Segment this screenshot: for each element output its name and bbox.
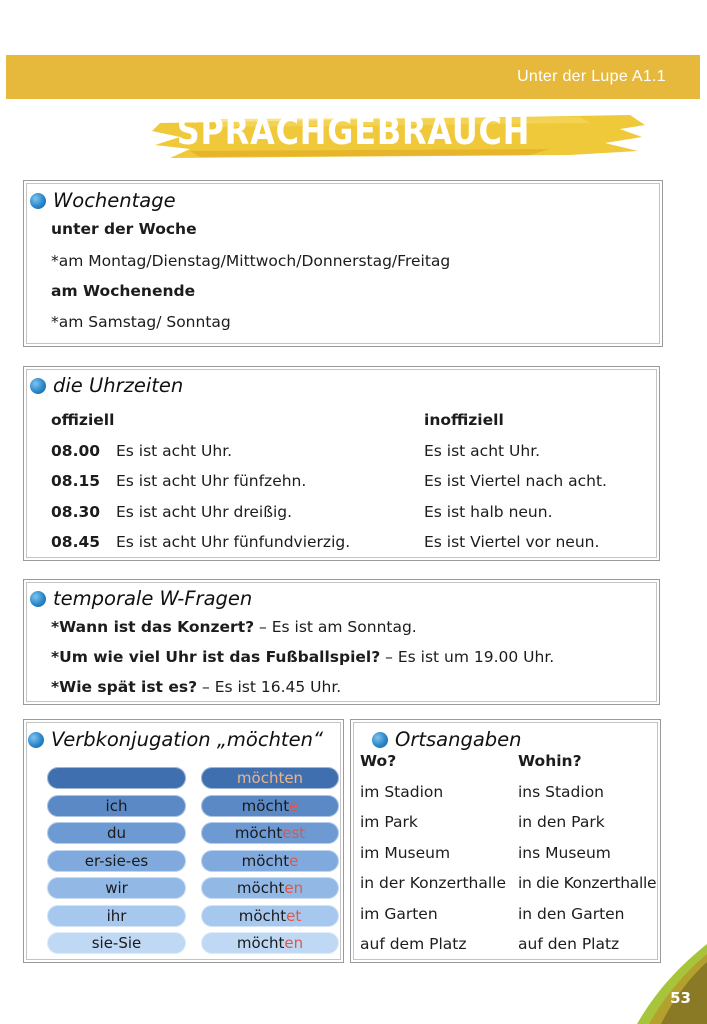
wohin-cell: in den Park — [518, 813, 605, 831]
verb-form-pill: möchtet — [201, 905, 339, 927]
wohin-cell: in den Garten — [518, 905, 625, 923]
verb-heading: Verbkonjugation „möchten“ — [28, 728, 323, 751]
verb-form-pill: möchten — [201, 932, 339, 954]
pronoun-pill — [47, 767, 186, 789]
page-corner-graphic — [627, 944, 707, 1024]
time-value: 08.30 — [51, 503, 101, 521]
wochentage-heading: Wochentage — [30, 189, 176, 212]
time-unofficial: Es ist Viertel vor neun. — [424, 533, 600, 551]
wohin-cell: in die Konzerthalle — [518, 874, 657, 892]
wo-cell: im Garten — [360, 905, 438, 923]
pronoun-pill: ihr — [47, 905, 186, 927]
wochentage-line: *am Montag/Dienstag/Mittwoch/Donnerstag/Freitag — [51, 252, 451, 270]
series-title: Unter der Lupe A1.1 — [517, 68, 666, 85]
wfragen-heading: temporale W-Fragen — [30, 587, 252, 610]
wohin-cell: ins Museum — [518, 844, 611, 862]
wo-cell: im Stadion — [360, 783, 444, 801]
pronoun-pill: wir — [47, 877, 186, 899]
wochentage-line: am Wochenende — [51, 282, 196, 300]
orte-box — [350, 719, 661, 963]
time-official: Es ist acht Uhr dreißig. — [116, 503, 293, 521]
verb-form-pill: möchten — [201, 767, 339, 789]
bullet-icon — [30, 378, 46, 394]
time-unofficial: Es ist acht Uhr. — [424, 442, 541, 460]
col-official-header: offiziell — [51, 411, 115, 429]
page-number: 53 — [670, 989, 691, 1007]
time-value: 08.15 — [51, 472, 101, 490]
orte-heading: Ortsangaben — [372, 728, 522, 751]
page-title: SPRACHGEBRAUCH — [176, 110, 531, 153]
time-unofficial: Es ist halb neun. — [424, 503, 553, 521]
wfrage-item: *Wann ist das Konzert? – Es ist am Sonntag. — [51, 618, 417, 636]
col-unofficial-header: inoffiziell — [424, 411, 504, 429]
time-value: 08.00 — [51, 442, 101, 460]
time-official: Es ist acht Uhr. — [116, 442, 233, 460]
uhrzeiten-heading: die Uhrzeiten — [30, 374, 183, 397]
verb-form-pill: möchte — [201, 795, 339, 817]
wohin-cell: auf den Platz — [518, 935, 620, 953]
verb-form-pill: möchte — [201, 850, 339, 872]
col-wohin-header: Wohin? — [518, 752, 582, 770]
time-unofficial: Es ist Viertel nach acht. — [424, 472, 607, 490]
wfrage-item: *Um wie viel Uhr ist das Fußballspiel? – Es ist um 19.00 Uhr. — [51, 648, 555, 666]
time-value: 08.45 — [51, 533, 101, 551]
wo-cell: in der Konzerthalle — [360, 874, 507, 892]
pronoun-pill: du — [47, 822, 186, 844]
wo-cell: im Park — [360, 813, 418, 831]
pronoun-pill: sie-Sie — [47, 932, 186, 954]
bullet-icon — [30, 591, 46, 607]
verb-form-pill: möchten — [201, 877, 339, 899]
verb-form-pill: möchtest — [201, 822, 339, 844]
wochentage-line: *am Samstag/ Sonntag — [51, 313, 231, 331]
header-bar — [6, 55, 700, 99]
wo-cell: im Museum — [360, 844, 451, 862]
bullet-icon — [30, 193, 46, 209]
wfrage-item: *Wie spät ist es? – Es ist 16.45 Uhr. — [51, 678, 342, 696]
time-official: Es ist acht Uhr fünfundvierzig. — [116, 533, 351, 551]
col-wo-header: Wo? — [360, 752, 397, 770]
time-official: Es ist acht Uhr fünfzehn. — [116, 472, 307, 490]
pronoun-pill: er-sie-es — [47, 850, 186, 872]
bullet-icon — [28, 732, 44, 748]
wochentage-line: unter der Woche — [51, 220, 197, 238]
wo-cell: auf dem Platz — [360, 935, 467, 953]
pronoun-pill: ich — [47, 795, 186, 817]
wohin-cell: ins Stadion — [518, 783, 604, 801]
bullet-icon — [372, 732, 388, 748]
